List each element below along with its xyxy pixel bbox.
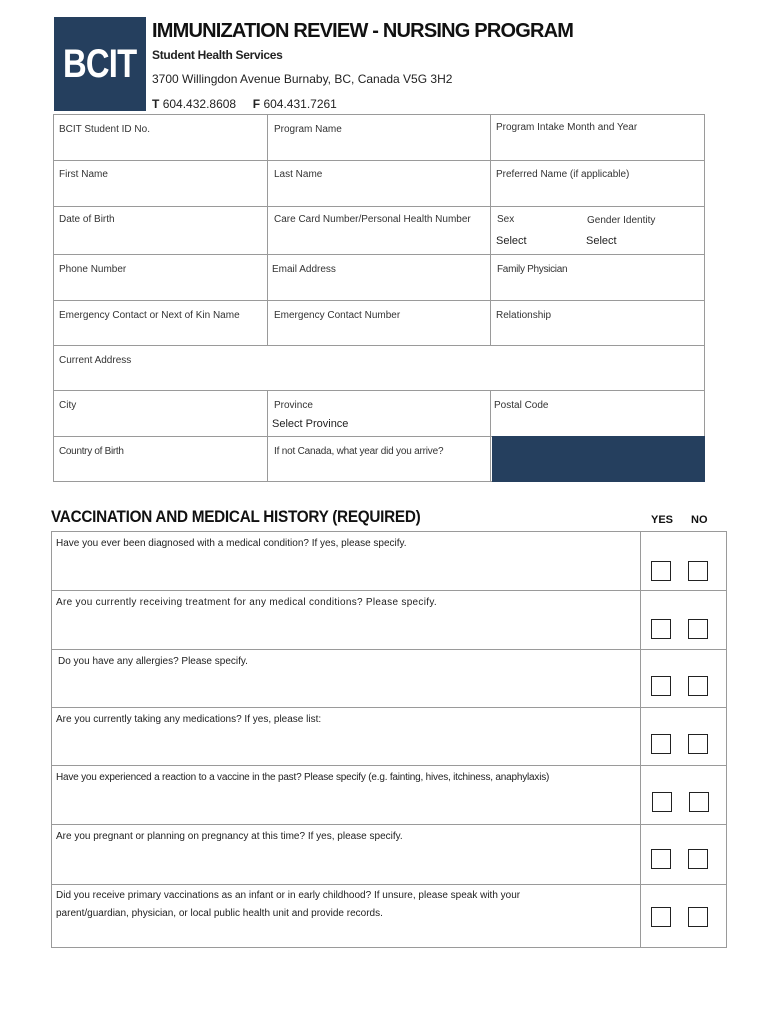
form-title: IMMUNIZATION REVIEW - NURSING PROGRAM	[152, 20, 574, 42]
yes-column-header: YES	[651, 514, 674, 526]
question-treatment: Are you currently receiving treatment for any medical conditions? Please specify.	[56, 597, 437, 608]
no-column-header: NO	[691, 514, 708, 526]
emergency-contact-label: Emergency Contact or Next of Kin Name	[59, 310, 240, 321]
question-pregnancy: Are you pregnant or planning on pregnancy at this time? If yes, please specify.	[56, 831, 403, 842]
care-card-label: Care Card Number/Personal Health Number	[274, 214, 471, 225]
bcit-logo	[54, 17, 146, 111]
arrival-year-label: If not Canada, what year did you arrive?	[274, 446, 444, 457]
no-checkbox-vaccine-reaction[interactable]	[689, 792, 709, 812]
question-vaccine-reaction: Have you experienced a reaction to a vaccine in the past? Please specify (e.g. fainting, hives, itchiness, anaphylaxis)	[56, 772, 550, 783]
no-checkbox-primary-vaccinations[interactable]	[688, 907, 708, 927]
emergency-number-label: Emergency Contact Number	[274, 310, 401, 321]
last-name-label: Last Name	[274, 169, 323, 180]
yes-checkbox-allergies[interactable]	[651, 676, 671, 696]
contact-numbers	[152, 97, 337, 111]
email-label: Email Address	[272, 264, 336, 275]
program-name-label: Program Name	[274, 124, 342, 135]
student-id-label: BCIT Student ID No.	[59, 124, 150, 135]
logo-text: BCIT	[63, 41, 137, 86]
yes-checkbox-medical-condition[interactable]	[651, 561, 671, 581]
phone-number: 604.432.8608	[162, 97, 237, 111]
city-label: City	[59, 400, 77, 411]
question-medical-condition: Have you ever been diagnosed with a medical condition? If yes, please specify.	[56, 538, 407, 549]
fax-prefix: F	[252, 97, 261, 111]
no-checkbox-medical-condition[interactable]	[688, 561, 708, 581]
fax-number: 604.431.7261	[263, 97, 337, 111]
question-primary-vaccinations-cont: parent/guardian, physician, or local public health unit and provide records.	[56, 908, 383, 919]
sex-label: Sex	[497, 214, 515, 225]
yes-checkbox-medications[interactable]	[651, 734, 671, 754]
relationship-label: Relationship	[496, 310, 552, 321]
gender-identity-label: Gender Identity	[587, 215, 656, 226]
dob-label: Date of Birth	[59, 214, 115, 225]
program-intake-label: Program Intake Month and Year	[496, 122, 638, 133]
no-checkbox-medications[interactable]	[688, 734, 708, 754]
gender-identity-select[interactable]: Select	[586, 235, 617, 247]
section-title: VACCINATION AND MEDICAL HISTORY (REQUIRED)	[51, 507, 421, 526]
yes-checkbox-primary-vaccinations[interactable]	[651, 907, 671, 927]
preferred-name-label: Preferred Name (if applicable)	[496, 169, 630, 180]
yes-checkbox-pregnancy[interactable]	[651, 849, 671, 869]
province-label: Province	[274, 400, 313, 411]
phone-label: Phone Number	[59, 264, 127, 275]
question-primary-vaccinations: Did you receive primary vaccinations as an infant or in early childhood? If unsure, please speak with your	[56, 890, 521, 901]
sex-select[interactable]: Select	[496, 235, 527, 247]
yes-checkbox-treatment[interactable]	[651, 619, 671, 639]
country-of-birth-label: Country of Birth	[59, 446, 124, 457]
postal-code-label: Postal Code	[494, 400, 549, 411]
current-address-label: Current Address	[59, 355, 132, 366]
question-medications: Are you currently taking any medications? If yes, please list:	[56, 714, 322, 725]
province-select[interactable]: Select Province	[272, 418, 349, 430]
no-checkbox-pregnancy[interactable]	[688, 849, 708, 869]
question-allergies: Do you have any allergies? Please specify.	[58, 656, 248, 667]
no-checkbox-allergies[interactable]	[688, 676, 708, 696]
first-name-label: First Name	[59, 169, 108, 180]
phone-prefix: T	[152, 97, 160, 111]
yes-checkbox-vaccine-reaction[interactable]	[652, 792, 672, 812]
no-checkbox-treatment[interactable]	[688, 619, 708, 639]
department-address: 3700 Willingdon Avenue Burnaby, BC, Canada V5G 3H2	[152, 72, 453, 86]
arrival-year-field[interactable]	[492, 436, 705, 482]
department-name: Student Health Services	[152, 48, 283, 62]
family-physician-label: Family Physician	[497, 264, 568, 275]
